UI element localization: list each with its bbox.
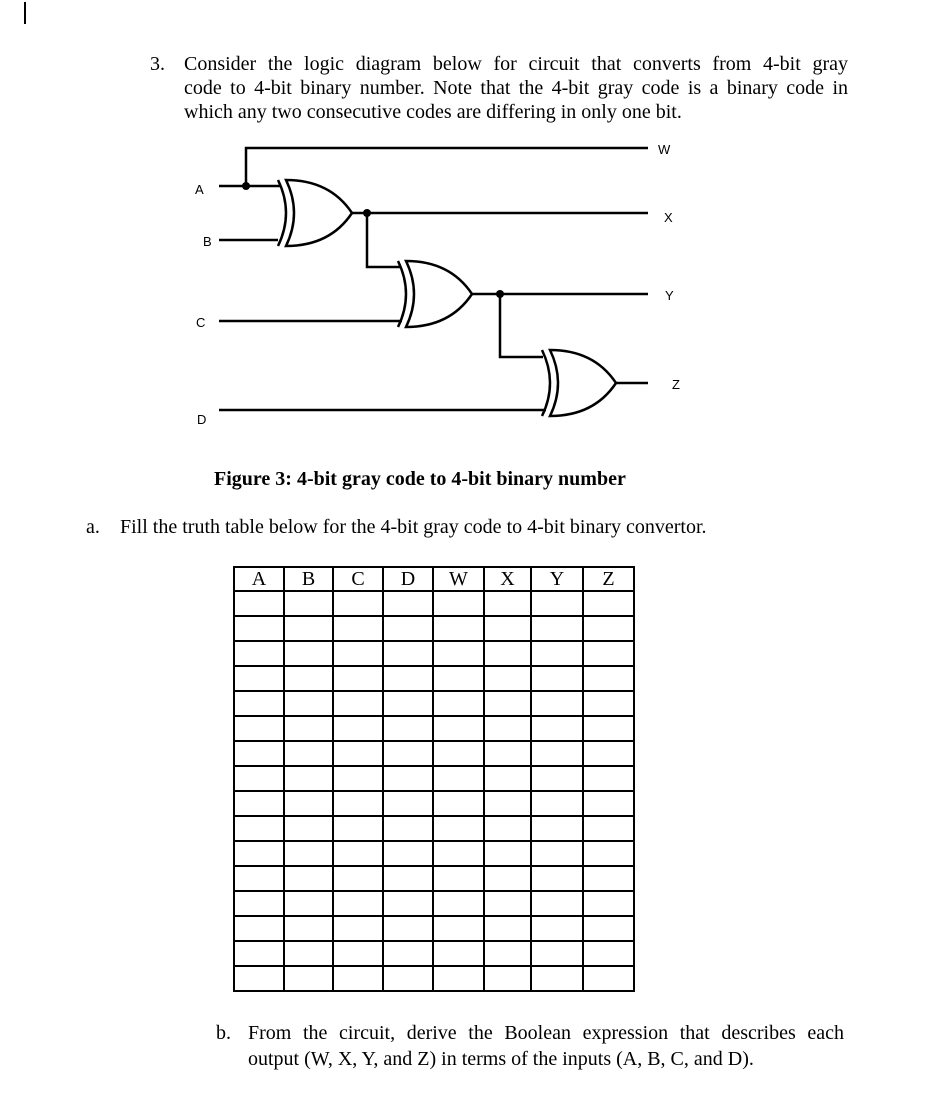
table-cell[interactable] [583, 816, 634, 841]
table-cell[interactable] [583, 716, 634, 741]
table-cell[interactable] [583, 591, 634, 616]
table-cell[interactable] [383, 966, 433, 991]
table-cell[interactable] [433, 716, 484, 741]
input-label-a: A [195, 182, 204, 197]
table-cell[interactable] [484, 866, 531, 891]
table-cell[interactable] [333, 841, 383, 866]
wire-y-to-gate3 [500, 294, 543, 357]
table-cell[interactable] [383, 666, 433, 691]
table-row [234, 916, 634, 941]
table-cell[interactable] [234, 866, 284, 891]
header-y: Y [531, 567, 583, 591]
table-cell[interactable] [284, 691, 333, 716]
table-cell[interactable] [433, 766, 484, 791]
table-row [234, 966, 634, 991]
part-b-line-1: From the circuit, derive the Boolean expression that describes each [248, 1022, 844, 1044]
output-label-x: X [664, 210, 673, 225]
table-row [234, 766, 634, 791]
table-cell[interactable] [531, 616, 583, 641]
table-cell[interactable] [484, 966, 531, 991]
output-label-w: W [658, 142, 671, 157]
table-cell[interactable] [234, 591, 284, 616]
table-cell[interactable] [583, 941, 634, 966]
table-cell[interactable] [234, 891, 284, 916]
table-cell[interactable] [333, 616, 383, 641]
table-cell[interactable] [433, 916, 484, 941]
table-cell[interactable] [433, 941, 484, 966]
table-cell[interactable] [284, 616, 333, 641]
table-cell[interactable] [484, 666, 531, 691]
table-cell[interactable] [284, 941, 333, 966]
table-cell[interactable] [333, 966, 383, 991]
table-row [234, 741, 634, 766]
table-cell[interactable] [284, 641, 333, 666]
table-cell[interactable] [234, 691, 284, 716]
truth-table-header-row [234, 567, 634, 591]
table-cell[interactable] [433, 891, 484, 916]
input-label-d: D [197, 412, 207, 427]
table-cell[interactable] [383, 791, 433, 816]
table-cell[interactable] [383, 891, 433, 916]
table-cell[interactable] [234, 666, 284, 691]
table-cell[interactable] [531, 916, 583, 941]
table-row [234, 666, 634, 691]
table-row [234, 941, 634, 966]
table-cell[interactable] [531, 716, 583, 741]
table-cell[interactable] [383, 691, 433, 716]
table-cell[interactable] [583, 841, 634, 866]
table-cell[interactable] [383, 841, 433, 866]
table-cell[interactable] [484, 916, 531, 941]
table-cell[interactable] [583, 616, 634, 641]
table-cell[interactable] [234, 841, 284, 866]
table-row [234, 841, 634, 866]
table-cell[interactable] [284, 791, 333, 816]
table-cell[interactable] [531, 741, 583, 766]
table-row [234, 641, 634, 666]
table-cell[interactable] [433, 691, 484, 716]
table-cell[interactable] [284, 816, 333, 841]
table-cell[interactable] [284, 591, 333, 616]
table-row [234, 791, 634, 816]
question-line-2: code to 4-bit binary number. Note that the 4-bit gray code is a binary code in [184, 77, 848, 99]
table-row [234, 616, 634, 641]
table-cell[interactable] [333, 591, 383, 616]
table-cell[interactable] [583, 666, 634, 691]
table-cell[interactable] [583, 791, 634, 816]
table-cell[interactable] [284, 766, 333, 791]
part-b-line-2: output (W, X, Y, and Z) in terms of the inputs (A, B, C, and D). [248, 1048, 754, 1070]
table-cell[interactable] [284, 966, 333, 991]
logic-diagram [0, 130, 938, 440]
header-w: W [433, 567, 484, 591]
header-z: Z [583, 567, 634, 591]
part-b-marker: b. [216, 1022, 231, 1044]
table-cell[interactable] [531, 816, 583, 841]
output-label-y: Y [665, 288, 674, 303]
table-cell[interactable] [333, 816, 383, 841]
table-cell[interactable] [433, 616, 484, 641]
table-cell[interactable] [484, 791, 531, 816]
question-number: 3. [150, 53, 165, 75]
table-cell[interactable] [333, 691, 383, 716]
header-b: B [284, 567, 333, 591]
input-label-c: C [196, 315, 206, 330]
table-cell[interactable] [234, 641, 284, 666]
table-cell[interactable] [433, 866, 484, 891]
table-cell[interactable] [383, 741, 433, 766]
table-cell[interactable] [433, 816, 484, 841]
table-cell[interactable] [433, 641, 484, 666]
table-cell[interactable] [284, 866, 333, 891]
table-cell[interactable] [333, 891, 383, 916]
output-label-z: Z [672, 377, 680, 392]
table-cell[interactable] [433, 841, 484, 866]
xor-gate-2 [398, 261, 472, 327]
table-cell[interactable] [583, 766, 634, 791]
table-cell[interactable] [383, 641, 433, 666]
table-cell[interactable] [333, 666, 383, 691]
table-cell[interactable] [433, 741, 484, 766]
question-line-3: which any two consecutive codes are differing in only one bit. [184, 101, 682, 123]
header-c: C [333, 567, 383, 591]
table-cell[interactable] [234, 916, 284, 941]
table-cell[interactable] [383, 866, 433, 891]
wire-x-to-gate2 [367, 213, 400, 267]
table-cell[interactable] [234, 716, 284, 741]
table-cell[interactable] [484, 816, 531, 841]
table-cell[interactable] [531, 791, 583, 816]
table-cell[interactable] [284, 891, 333, 916]
table-cell[interactable] [484, 941, 531, 966]
table-cell[interactable] [234, 616, 284, 641]
table-cell[interactable] [234, 766, 284, 791]
table-cell[interactable] [531, 866, 583, 891]
table-cell[interactable] [284, 841, 333, 866]
header-a: A [234, 567, 284, 591]
table-row [234, 866, 634, 891]
part-b-text [248, 1020, 844, 1072]
table-cell[interactable] [583, 966, 634, 991]
table-cell[interactable] [333, 766, 383, 791]
truth-table-body [234, 591, 634, 991]
table-row [234, 816, 634, 841]
table-cell[interactable] [484, 841, 531, 866]
text-cursor [24, 2, 26, 24]
figure-caption: Figure 3: 4-bit gray code to 4-bit binary number [214, 468, 626, 490]
truth-table [233, 566, 635, 992]
table-cell[interactable] [484, 741, 531, 766]
input-label-b: B [203, 234, 212, 249]
table-cell[interactable] [284, 716, 333, 741]
table-cell[interactable] [484, 616, 531, 641]
table-cell[interactable] [284, 666, 333, 691]
table-cell[interactable] [433, 666, 484, 691]
xor-gate-3 [542, 350, 616, 416]
table-cell[interactable] [484, 766, 531, 791]
header-d: D [383, 567, 433, 591]
table-cell[interactable] [333, 791, 383, 816]
question-line-1: Consider the logic diagram below for circuit that converts from 4-bit gray [184, 53, 848, 75]
table-cell[interactable] [284, 916, 333, 941]
table-cell[interactable] [484, 716, 531, 741]
table-cell[interactable] [531, 941, 583, 966]
table-cell[interactable] [284, 741, 333, 766]
part-a-text: Fill the truth table below for the 4-bit gray code to 4-bit binary convertor. [120, 516, 707, 538]
table-cell[interactable] [531, 891, 583, 916]
table-cell[interactable] [583, 741, 634, 766]
table-cell[interactable] [531, 841, 583, 866]
table-cell[interactable] [531, 641, 583, 666]
table-cell[interactable] [383, 916, 433, 941]
table-cell[interactable] [383, 716, 433, 741]
table-cell[interactable] [234, 816, 284, 841]
table-cell[interactable] [234, 791, 284, 816]
table-cell[interactable] [333, 641, 383, 666]
junction-y [496, 290, 504, 298]
table-row [234, 691, 634, 716]
table-cell[interactable] [531, 966, 583, 991]
table-cell[interactable] [531, 591, 583, 616]
table-cell[interactable] [433, 591, 484, 616]
table-cell[interactable] [531, 691, 583, 716]
table-cell[interactable] [333, 916, 383, 941]
table-cell[interactable] [583, 691, 634, 716]
table-cell[interactable] [333, 716, 383, 741]
question-text [184, 52, 848, 124]
table-cell[interactable] [234, 966, 284, 991]
table-cell[interactable] [583, 916, 634, 941]
table-cell[interactable] [484, 891, 531, 916]
table-row [234, 591, 634, 616]
table-cell[interactable] [383, 816, 433, 841]
table-cell[interactable] [383, 591, 433, 616]
table-cell[interactable] [583, 641, 634, 666]
part-a-marker: a. [86, 516, 100, 538]
table-cell[interactable] [583, 866, 634, 891]
header-x: X [484, 567, 531, 591]
table-cell[interactable] [484, 641, 531, 666]
table-cell[interactable] [333, 866, 383, 891]
table-cell[interactable] [383, 766, 433, 791]
table-cell[interactable] [333, 941, 383, 966]
table-cell[interactable] [333, 741, 383, 766]
table-cell[interactable] [484, 591, 531, 616]
table-cell[interactable] [433, 791, 484, 816]
junction-x [363, 209, 371, 217]
xor-gate-1 [278, 180, 352, 246]
table-row [234, 891, 634, 916]
table-row [234, 716, 634, 741]
table-cell[interactable] [531, 666, 583, 691]
junction-a [242, 182, 250, 190]
table-cell[interactable] [234, 741, 284, 766]
table-cell[interactable] [383, 941, 433, 966]
table-cell[interactable] [383, 616, 433, 641]
table-cell[interactable] [484, 691, 531, 716]
table-cell[interactable] [234, 941, 284, 966]
table-cell[interactable] [583, 891, 634, 916]
wire-w [246, 148, 648, 186]
table-cell[interactable] [531, 766, 583, 791]
table-cell[interactable] [433, 966, 484, 991]
